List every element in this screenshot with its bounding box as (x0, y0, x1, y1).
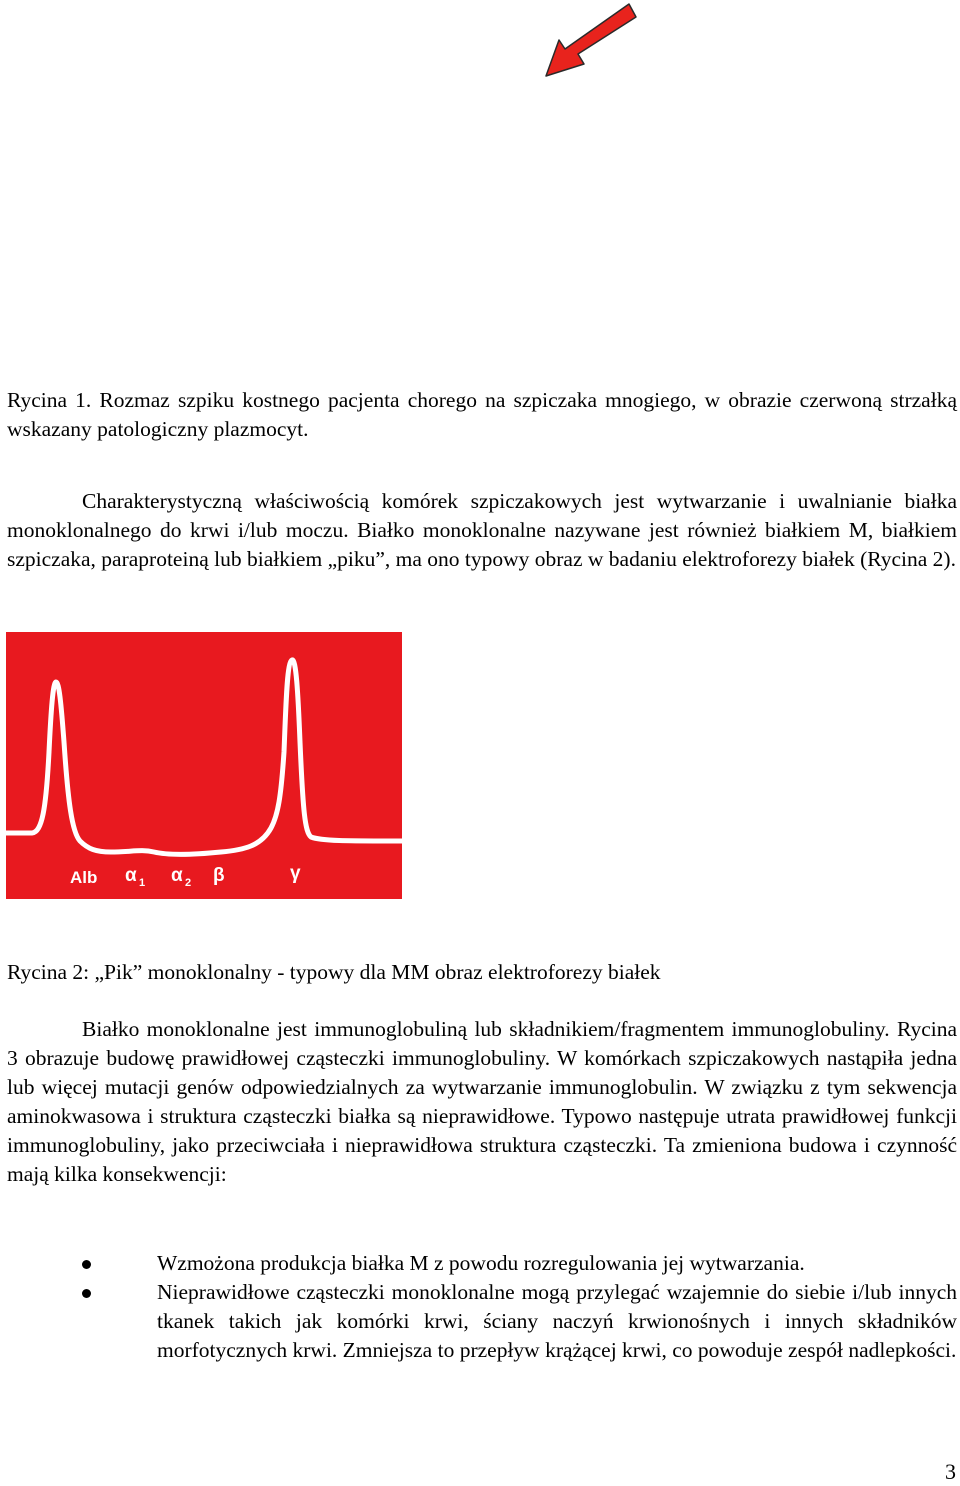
label-alb: Alb (70, 868, 98, 887)
bullet-icon (82, 1260, 91, 1269)
list-item-text: Wzmożona produkcja białka M z powodu rozregulowania jej wytwarzania. (157, 1251, 805, 1275)
list-item (0, 1249, 957, 1278)
label-alpha2 (171, 865, 191, 889)
svg-text:α: α (171, 865, 183, 886)
figure-2-caption: Rycina 2: „Pik” monoklonalny - typowy dla MM obraz elektroforezy białek (7, 960, 661, 984)
label-beta: β (213, 865, 225, 886)
label-alpha1 (125, 865, 145, 889)
electrophoresis-figure (6, 632, 402, 899)
label-gamma: γ (290, 863, 301, 884)
red-arrow-icon (538, 0, 648, 88)
electrophoresis-curve (6, 660, 402, 854)
bullet-icon (82, 1289, 91, 1298)
paragraph-2: Białko monoklonalne jest immunoglobuliną lub składnikiem/fragmentem immunoglobuliny. Rycina 3 obrazuje budowę prawidłowej cząsteczki immunoglobuliny. W komórkach szpiczakowych nastąpiła jedna lub więcej mutacji genów odpowiedzialnych za wytwarzanie immunoglobulin. W związku z tym sekwencja aminokwasowa i struktura cząsteczki białka są nieprawidłowe. Typowo następuje utrata prawidłowej funkcji immunoglobuliny, jako przeciwciała i nieprawidłowa struktura cząsteczki. Ta zmieniona budowa i czynność mają kilka konsekwencji: (7, 1017, 957, 1186)
svg-text:2: 2 (185, 877, 192, 889)
list-item (0, 1278, 957, 1365)
page-number: 3 (945, 1459, 956, 1484)
svg-text:1: 1 (139, 877, 146, 889)
list-item-text: Nieprawidłowe cząsteczki monoklonalne mogą przylegać wzajemnie do siebie i/lub innych tkanek takich jak komórki krwi, ściany naczyń krwionośnych i innych składników morfotycznych krwi. Zmniejsza to przepływ krążącej krwi, co powoduje zespół nadlepkości. (157, 1280, 957, 1362)
paragraph-1: Charakterystyczną właściwością komórek szpiczakowych jest wytwarzanie i uwalnianie białka monoklonalnego do krwi i/lub moczu. Białko monoklonalne nazywane jest również białkiem M, białkiem szpiczaka, paraproteiną lub białkiem „piku”, ma ono typowy obraz w badaniu elektroforezy białek (Rycina 2). (7, 489, 957, 571)
svg-text:α: α (125, 865, 137, 886)
consequences-list (0, 1249, 960, 1365)
figure-1-caption: Rycina 1. Rozmaz szpiku kostnego pacjenta chorego na szpiczaka mnogiego, w obrazie czerwoną strzałką wskazany patologiczny plazmocyt. (7, 388, 957, 441)
